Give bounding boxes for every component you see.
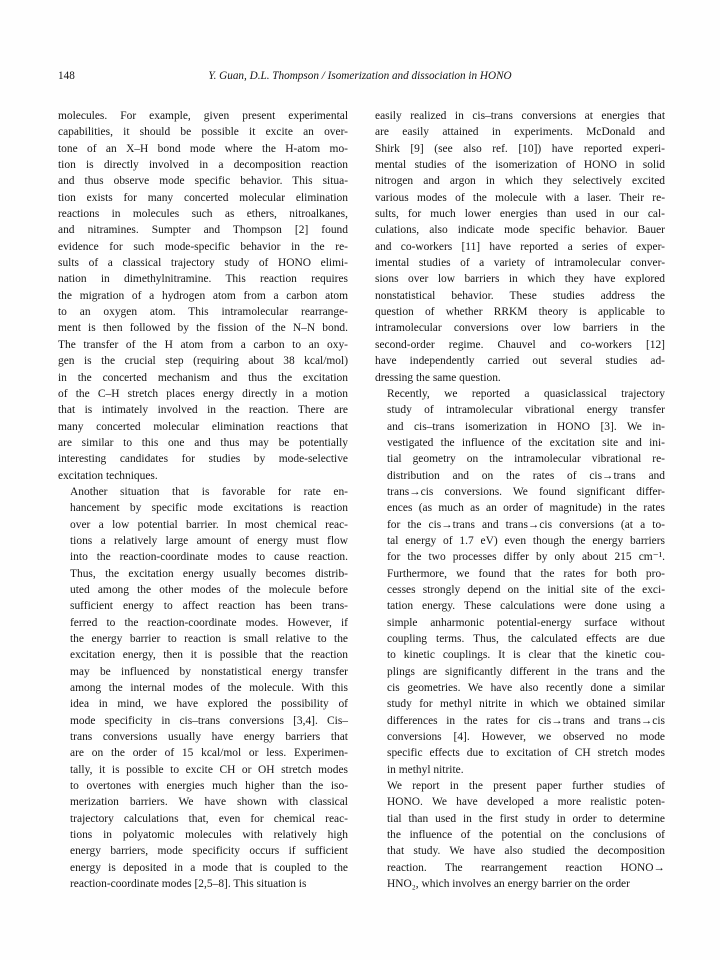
right-column: [375, 108, 665, 893]
text-line: gen is the crucial step (requiring about 38 kcal/mol): [58, 355, 348, 368]
text-line: differences in the rates for cis→trans and trans→cis: [387, 714, 665, 727]
text-line: have independently carried out several studies ad-: [375, 355, 665, 368]
text-line: to an oxygen atom. This intramolecular rearrange-: [58, 306, 348, 319]
text-line: intramolecular conversions over low barriers in the: [375, 322, 665, 335]
text-line: imental studies of a variety of intramolecular conver-: [375, 257, 665, 270]
text-line: question of whether RRKM theory is applicable to: [375, 306, 665, 319]
text-line: tion is directly involved in a decomposition reaction: [58, 159, 348, 172]
text-line: excitation energy, then it is possible that the reaction: [70, 649, 348, 662]
paragraph: [375, 108, 665, 386]
paragraph: [58, 484, 348, 893]
text-line: and thus observe mode specific behavior. This situa-: [58, 175, 348, 188]
text-line: nonstatistical behavior. These studies address the: [375, 289, 665, 302]
text-line: interesting candidates for studies by mode-selective: [58, 453, 348, 466]
text-line: Another situation that is favorable for rate en-: [70, 485, 348, 498]
text-line: vestigated the influence of the excitation site and ini-: [387, 436, 665, 449]
text-line: may be influenced by nonstatistical energy transfer: [70, 665, 348, 678]
text-line: the migration of a hydrogen atom from a carbon atom: [58, 289, 348, 302]
text-line: nitrogen and argon in which they selectively excited: [375, 175, 665, 188]
text-line: and cis–trans isomerization in HONO [3]. We in-: [387, 420, 665, 433]
text-line: trans→cis conversions. We found significant differ-: [387, 485, 665, 498]
text-line: reaction-coordinate modes [2,5–8]. This situation is: [70, 878, 307, 891]
text-line: coupling terms. Thus, the calculated effects are due: [387, 633, 665, 645]
text-line: are easily attained in experiments. McDonald and: [375, 126, 665, 139]
page-number: 148: [58, 70, 75, 82]
text-line: tions in polyatomic molecules with relatively high: [70, 829, 348, 842]
text-line: capabilities, it should be possible it excite an over-: [58, 126, 348, 139]
text-line: nation in dimethylnitramine. This reaction requires: [58, 273, 348, 286]
text-line: and nitramines. Sumpter and Thompson [2] found: [58, 224, 348, 237]
text-line: sults of a classical trajectory study of HONO elimi-: [58, 257, 348, 270]
paragraph: [375, 386, 665, 778]
text-line: sions over low barriers in which they have explored: [375, 273, 665, 286]
text-line: sufficient energy to affect reaction has been trans-: [70, 600, 348, 613]
text-line: tions a relatively large amount of energy must flow: [70, 534, 348, 547]
text-line: tial than used in the first study in order to determine: [387, 812, 665, 825]
text-line: are similar to this one and thus may be potentially: [58, 436, 348, 449]
text-line: that study. We have also studied the decomposition: [387, 845, 665, 858]
running-head: Y. Guan, D.L. Thompson / Isomerization and dissociation in HONO: [208, 70, 512, 82]
text-line: of the C–H stretch places energy directly in a motion: [58, 387, 348, 400]
text-line: The transfer of the H atom from a carbon to an oxy-: [58, 338, 348, 351]
text-line: Shirk [9] (see also ref. [10]) have reported experi-: [375, 142, 665, 155]
text-line: idea in mind, we have explored the possibility of: [70, 698, 348, 711]
text-line: in methyl nitrite.: [387, 763, 464, 776]
text-line: distribution and on the rates of cis→trans and: [387, 469, 665, 482]
text-line: study of intramolecular vibrational energy transfer: [387, 404, 665, 417]
text-line: trajectory calculations that, even for chemical reac-: [70, 812, 348, 825]
left-column: [58, 108, 348, 893]
text-line: tial geometry on the intramolecular vibrational re-: [387, 453, 665, 466]
text-line: cis geometries. We have also recently done a similar: [387, 682, 665, 695]
text-line: Furthermore, we found that the rates for both pro-: [387, 567, 665, 580]
text-line: plings are significantly different in the trans and the: [387, 665, 665, 678]
text-line: simple anharmonic potential-energy surface without: [387, 616, 665, 629]
text-line: mode specificity in cis–trans conversions [3,4]. Cis–: [70, 714, 348, 727]
text-line: to overtones with energies much higher than the iso-: [70, 780, 348, 793]
text-line: merization barriers. We have shown with classical: [70, 796, 348, 809]
text-line: molecules. For example, given present experimental: [58, 110, 348, 122]
text-line: second-order regime. Chauvel and co-workers [12]: [375, 338, 665, 351]
text-line: mental studies of the isomerization of HONO in solid: [375, 159, 665, 172]
text-line: over a low potential barrier. In most chemical reac-: [70, 518, 348, 531]
text-line: tal energy of 1.7 eV) even though the energy barriers: [387, 534, 665, 547]
text-line: excitation techniques.: [58, 469, 158, 482]
text-line: Thus, the excitation energy usually becomes distrib-: [70, 567, 348, 580]
text-line: Recently, we reported a quasiclassical trajectory: [387, 387, 665, 400]
text-line: trans conversions usually have energy barriers that: [70, 731, 348, 744]
text-line: HNO₂, which involves an energy barrier on the order: [387, 878, 630, 891]
text-line: are on the order of 15 kcal/mol or less. Experimen-: [70, 747, 348, 760]
text-line: tion exists for many concerted molecular elimination: [58, 191, 348, 204]
text-line: easily realized in cis–trans conversions at energies that: [375, 110, 665, 122]
text-line: specific effects due to excitation of CH stretch modes: [387, 747, 665, 760]
text-line: reactions in molecules such as ethers, nitroalkanes,: [58, 208, 348, 221]
text-line: into the reaction-coordinate modes to cause reaction.: [70, 551, 348, 564]
text-line: tation energy. These calculations were done using a: [387, 600, 665, 613]
text-line: the energy barrier to reaction is small relative to the: [70, 633, 348, 645]
paragraph: [58, 108, 348, 484]
page-header: [58, 70, 662, 86]
text-line: in the concerted mechanism and thus the excitation: [58, 371, 348, 384]
text-line: energy is deposited in a mode that is coupled to the: [70, 861, 348, 874]
text-line: reaction. The rearrangement reaction HONO→: [387, 861, 665, 874]
text-line: that is intimately involved in the reaction. There are: [58, 404, 348, 417]
text-line: sults, for much lower energies than used in our cal-: [375, 208, 665, 221]
text-line: tally, it is possible to excite CH or OH stretch modes: [70, 763, 348, 776]
text-line: tone of an X–H bond mode where the H-atom mo-: [58, 142, 348, 155]
text-line: HONO. We have developed a more realistic poten-: [387, 796, 665, 809]
text-line: to kinetic couplings. It is clear that the kinetic cou-: [387, 649, 665, 662]
text-line: conversions [4]. However, we observed no mode: [387, 731, 665, 744]
text-line: uted among the other modes of the molecule before: [70, 583, 348, 596]
text-line: various modes of the molecule with a laser. Their re-: [375, 191, 665, 204]
text-line: for the cis→trans and trans→cis conversions (at a to-: [387, 518, 665, 531]
text-line: study for methyl nitrite in which we obtained similar: [387, 698, 665, 711]
text-line: hancement by specific mode excitations is reaction: [70, 502, 348, 515]
paragraph: [375, 778, 665, 892]
text-line: energy barriers, mode specificity occurs if sufficient: [70, 845, 348, 858]
text-line: dressing the same question.: [375, 371, 501, 384]
text-line: ences (as much as an order of magnitude) in the rates: [387, 502, 665, 515]
text-line: cesses strongly depend on the initial site of the exci-: [387, 583, 665, 596]
text-line: the influence of the potential on the conclusions of: [387, 829, 665, 842]
text-line: and co-workers [11] have reported a series of exper-: [375, 240, 665, 253]
text-line: ferred to the reaction-coordinate modes. However, if: [70, 616, 348, 629]
text-line: many concerted molecular elimination reactions that: [58, 420, 348, 433]
text-line: for the two processes differ by only about 215 cm⁻¹.: [387, 551, 665, 564]
text-line: among the internal modes of the molecule. With this: [70, 682, 348, 695]
text-line: culations, also indicate mode specific behavior. Bauer: [375, 224, 665, 237]
text-line: We report in the present paper further studies of: [387, 780, 665, 793]
text-line: ment is then followed by the fission of the N–N bond.: [58, 322, 348, 335]
text-line: evidence for such mode-specific behavior in the re-: [58, 240, 348, 253]
